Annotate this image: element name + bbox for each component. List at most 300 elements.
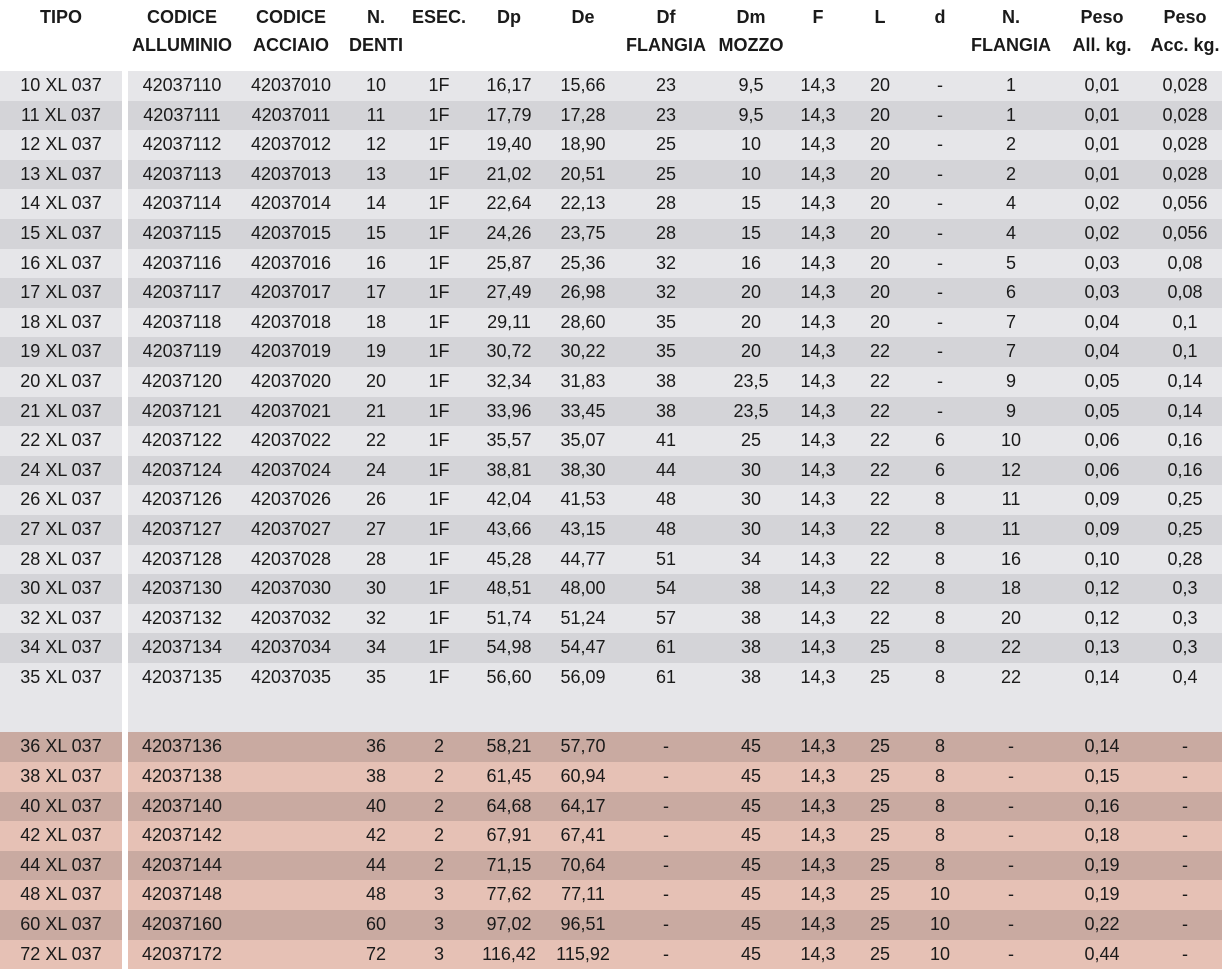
cell-l: 25 [846, 851, 914, 881]
cell-codice-acciaio [236, 851, 346, 881]
cell-peso-all: 0,14 [1056, 732, 1148, 762]
cell-tipo: 40 XL 037 [0, 792, 122, 822]
cell-n-flangia: 22 [966, 663, 1056, 693]
cell-f: 14,3 [790, 397, 846, 427]
cell-dm: 25 [712, 426, 790, 456]
cell-dm: 30 [712, 456, 790, 486]
cell-codice-acciaio: 42037013 [236, 160, 346, 190]
cell-codice-alluminio: 42037110 [128, 71, 236, 101]
cell-l: 25 [846, 792, 914, 822]
header-dp [472, 0, 546, 71]
cell-dp: 61,45 [472, 762, 546, 792]
cell-tipo: 10 XL 037 [0, 71, 122, 101]
cell-f: 14,3 [790, 910, 846, 940]
cell-esec: 2 [406, 762, 472, 792]
cell-peso-acc: 0,3 [1148, 604, 1222, 634]
cell-dm: 38 [712, 663, 790, 693]
cell-dp: 77,62 [472, 880, 546, 910]
cell-dm: 45 [712, 880, 790, 910]
cell-tipo: 60 XL 037 [0, 910, 122, 940]
cell-peso-acc: - [1148, 732, 1222, 762]
table-row [0, 792, 1222, 822]
cell-codice-acciaio: 42037020 [236, 367, 346, 397]
cell-esec: 2 [406, 792, 472, 822]
cell-peso-all: 0,02 [1056, 189, 1148, 219]
cell-tipo: 44 XL 037 [0, 851, 122, 881]
table-row [0, 456, 1222, 486]
cell-de: 30,22 [546, 337, 620, 367]
cell-l: 25 [846, 633, 914, 663]
cell-esec: 1F [406, 130, 472, 160]
cell-peso-acc: - [1148, 792, 1222, 822]
cell-f: 14,3 [790, 880, 846, 910]
table-row [0, 880, 1222, 910]
cell-dm: 45 [712, 762, 790, 792]
cell-dp: 97,02 [472, 910, 546, 940]
cell-tipo: 18 XL 037 [0, 308, 122, 338]
cell-dm: 20 [712, 308, 790, 338]
cell-de: 56,09 [546, 663, 620, 693]
cell-f: 14,3 [790, 278, 846, 308]
cell-n-flangia: - [966, 940, 1056, 969]
cell-de: 28,60 [546, 308, 620, 338]
cell-codice-acciaio: 42037018 [236, 308, 346, 338]
cell-df: 48 [620, 485, 712, 515]
cell-de: 60,94 [546, 762, 620, 792]
cell-tipo: 16 XL 037 [0, 249, 122, 279]
cell-peso-all: 0,04 [1056, 308, 1148, 338]
table-row [0, 249, 1222, 279]
cell-peso-all: 0,12 [1056, 574, 1148, 604]
cell-n-flangia: 18 [966, 574, 1056, 604]
cell-n-flangia: 2 [966, 130, 1056, 160]
cell-peso-all: 0,01 [1056, 71, 1148, 101]
cell-l: 25 [846, 732, 914, 762]
cell-d: - [914, 219, 966, 249]
cell-d: 10 [914, 880, 966, 910]
cell-dm: 30 [712, 515, 790, 545]
cell-peso-all: 0,05 [1056, 397, 1148, 427]
header-codice-acciaio-line-1: CODICE [255, 7, 326, 27]
cell-peso-all: 0,22 [1056, 910, 1148, 940]
cell-n-denti: 16 [346, 249, 406, 279]
cell-df: 48 [620, 515, 712, 545]
cell-n-flangia: 10 [966, 426, 1056, 456]
cell-dp: 51,74 [472, 604, 546, 634]
cell-d: - [914, 249, 966, 279]
cell-df: 23 [620, 101, 712, 131]
cell-n-flangia: 9 [966, 397, 1056, 427]
cell-df: 41 [620, 426, 712, 456]
table-row [0, 633, 1222, 663]
cell-f: 14,3 [790, 940, 846, 969]
cell-dp: 21,02 [472, 160, 546, 190]
cell-l: 25 [846, 910, 914, 940]
cell-dp: 64,68 [472, 792, 546, 822]
cell-dm: 23,5 [712, 367, 790, 397]
cell-codice-acciaio: 42037030 [236, 574, 346, 604]
table-row [0, 71, 1222, 101]
cell-dm: 23,5 [712, 397, 790, 427]
cell-f: 14,3 [790, 851, 846, 881]
cell-f: 14,3 [790, 130, 846, 160]
header-de [546, 0, 620, 71]
cell-peso-acc: 0,08 [1148, 249, 1222, 279]
cell-tipo: 32 XL 037 [0, 604, 122, 634]
cell-dm: 45 [712, 792, 790, 822]
cell-d: - [914, 101, 966, 131]
cell-codice-acciaio: 42037024 [236, 456, 346, 486]
cell-esec: 3 [406, 940, 472, 969]
cell-n-denti: 60 [346, 910, 406, 940]
cell-de: 77,11 [546, 880, 620, 910]
cell-df: - [620, 910, 712, 940]
cell-codice-alluminio: 42037115 [128, 219, 236, 249]
cell-n-denti: 30 [346, 574, 406, 604]
cell-codice-acciaio: 42037019 [236, 337, 346, 367]
cell-d: - [914, 71, 966, 101]
table-row [0, 851, 1222, 881]
header-n-denti-line-1: N. [367, 7, 385, 27]
cell-l: 25 [846, 880, 914, 910]
cell-df: - [620, 792, 712, 822]
cell-codice-alluminio: 42037140 [128, 792, 236, 822]
cell-codice-acciaio: 42037016 [236, 249, 346, 279]
cell-df: 57 [620, 604, 712, 634]
cell-n-denti: 19 [346, 337, 406, 367]
cell-dp: 19,40 [472, 130, 546, 160]
cell-n-flangia: 16 [966, 545, 1056, 575]
cell-l: 22 [846, 456, 914, 486]
cell-peso-all: 0,03 [1056, 249, 1148, 279]
cell-codice-alluminio: 42037114 [128, 189, 236, 219]
cell-esec: 1F [406, 249, 472, 279]
cell-codice-alluminio: 42037111 [128, 101, 236, 131]
cell-esec: 1F [406, 456, 472, 486]
cell-l: 22 [846, 545, 914, 575]
cell-peso-all: 0,01 [1056, 101, 1148, 131]
cell-codice-alluminio: 42037121 [128, 397, 236, 427]
cell-df: 51 [620, 545, 712, 575]
table-row [0, 189, 1222, 219]
cell-l: 20 [846, 219, 914, 249]
cell-peso-all: 0,01 [1056, 130, 1148, 160]
cell-df: - [620, 940, 712, 969]
cell-peso-acc: 0,1 [1148, 308, 1222, 338]
cell-n-denti: 22 [346, 426, 406, 456]
cell-n-denti: 38 [346, 762, 406, 792]
cell-n-denti: 13 [346, 160, 406, 190]
cell-codice-alluminio: 42037138 [128, 762, 236, 792]
header-df-flangia [620, 0, 712, 71]
cell-peso-acc: 0,1 [1148, 337, 1222, 367]
cell-n-flangia: 7 [966, 337, 1056, 367]
cell-peso-acc: 0,16 [1148, 456, 1222, 486]
header-dp-line-1: Dp [497, 7, 521, 27]
cell-dp: 16,17 [472, 71, 546, 101]
cell-f: 14,3 [790, 732, 846, 762]
cell-f: 14,3 [790, 792, 846, 822]
cell-de: 23,75 [546, 219, 620, 249]
header-esec [406, 0, 472, 71]
table-row [0, 604, 1222, 634]
cell-tipo: 19 XL 037 [0, 337, 122, 367]
cell-n-flangia: 4 [966, 189, 1056, 219]
cell-dp: 45,28 [472, 545, 546, 575]
cell-f: 14,3 [790, 308, 846, 338]
cell-d: 8 [914, 485, 966, 515]
cell-n-flangia: 22 [966, 633, 1056, 663]
cell-tipo: 38 XL 037 [0, 762, 122, 792]
cell-d: - [914, 160, 966, 190]
cell-f: 14,3 [790, 574, 846, 604]
cell-tipo: 34 XL 037 [0, 633, 122, 663]
header-dm-mozzo-line-1: Dm [736, 7, 766, 27]
cell-codice-acciaio: 42037028 [236, 545, 346, 575]
table-row [0, 101, 1222, 131]
header-n-flangia-line-2: FLANGIA [971, 35, 1051, 55]
cell-esec: 1F [406, 574, 472, 604]
cell-dp: 48,51 [472, 574, 546, 604]
cell-dm: 45 [712, 821, 790, 851]
cell-l: 20 [846, 130, 914, 160]
cell-dm: 38 [712, 633, 790, 663]
cell-peso-acc: 0,14 [1148, 397, 1222, 427]
cell-l: 22 [846, 574, 914, 604]
cell-codice-alluminio: 42037116 [128, 249, 236, 279]
cell-codice-alluminio: 42037120 [128, 367, 236, 397]
cell-d: 10 [914, 910, 966, 940]
cell-de: 25,36 [546, 249, 620, 279]
cell-df: - [620, 762, 712, 792]
cell-n-flangia: 2 [966, 160, 1056, 190]
cell-peso-acc: 0,028 [1148, 71, 1222, 101]
header-d-line-1: d [934, 7, 946, 27]
cell-tipo: 15 XL 037 [0, 219, 122, 249]
table-row [0, 485, 1222, 515]
cell-d: - [914, 367, 966, 397]
cell-peso-all: 0,03 [1056, 278, 1148, 308]
cell-peso-acc: 0,28 [1148, 545, 1222, 575]
cell-esec: 1F [406, 278, 472, 308]
table-row [0, 337, 1222, 367]
cell-d: 8 [914, 663, 966, 693]
cell-esec: 1F [406, 604, 472, 634]
cell-n-flangia: - [966, 851, 1056, 881]
cell-df: 35 [620, 308, 712, 338]
cell-peso-all: 0,01 [1056, 160, 1148, 190]
cell-codice-alluminio: 42037172 [128, 940, 236, 969]
cell-dp: 43,66 [472, 515, 546, 545]
cell-d: - [914, 278, 966, 308]
cell-codice-acciaio [236, 821, 346, 851]
cell-l: 22 [846, 397, 914, 427]
cell-n-denti: 34 [346, 633, 406, 663]
header-dm-mozzo [712, 0, 790, 71]
cell-codice-alluminio: 42037122 [128, 426, 236, 456]
cell-peso-acc: 0,3 [1148, 574, 1222, 604]
cell-tipo: 35 XL 037 [0, 663, 122, 693]
cell-codice-alluminio: 42037148 [128, 880, 236, 910]
cell-l: 20 [846, 101, 914, 131]
cell-n-denti: 14 [346, 189, 406, 219]
cell-dm: 20 [712, 337, 790, 367]
cell-esec: 1F [406, 189, 472, 219]
cell-df: 35 [620, 337, 712, 367]
cell-n-denti: 32 [346, 604, 406, 634]
cell-de: 54,47 [546, 633, 620, 663]
cell-peso-all: 0,14 [1056, 663, 1148, 693]
cell-n-flangia: 11 [966, 515, 1056, 545]
header-dm-mozzo-line-2: MOZZO [718, 35, 784, 55]
cell-tipo: 13 XL 037 [0, 160, 122, 190]
cell-df: 61 [620, 633, 712, 663]
cell-codice-alluminio: 42037126 [128, 485, 236, 515]
cell-peso-acc: 0,08 [1148, 278, 1222, 308]
header-peso-acc [1148, 0, 1222, 71]
cell-dp: 27,49 [472, 278, 546, 308]
cell-l: 20 [846, 71, 914, 101]
cell-peso-acc: 0,16 [1148, 426, 1222, 456]
cell-n-denti: 20 [346, 367, 406, 397]
cell-df: - [620, 732, 712, 762]
cell-f: 14,3 [790, 249, 846, 279]
cell-codice-alluminio: 42037113 [128, 160, 236, 190]
cell-f: 14,3 [790, 71, 846, 101]
cell-f: 14,3 [790, 456, 846, 486]
header-n-denti-line-2: DENTI [349, 35, 403, 55]
cell-dm: 38 [712, 574, 790, 604]
cell-df: 54 [620, 574, 712, 604]
cell-dp: 42,04 [472, 485, 546, 515]
cell-dm: 10 [712, 160, 790, 190]
cell-de: 17,28 [546, 101, 620, 131]
cell-codice-acciaio: 42037026 [236, 485, 346, 515]
cell-dp: 30,72 [472, 337, 546, 367]
header-l-line-1: L [874, 7, 886, 27]
cell-d: 8 [914, 545, 966, 575]
cell-f: 14,3 [790, 821, 846, 851]
cell-l: 25 [846, 762, 914, 792]
cell-esec: 1F [406, 545, 472, 575]
cell-df: 44 [620, 456, 712, 486]
cell-d: 8 [914, 574, 966, 604]
header-n-flangia-line-1: N. [1002, 7, 1020, 27]
cell-df: 28 [620, 219, 712, 249]
cell-peso-all: 0,05 [1056, 367, 1148, 397]
table-row [0, 821, 1222, 851]
cell-n-denti: 27 [346, 515, 406, 545]
cell-esec: 1F [406, 663, 472, 693]
cell-esec: 2 [406, 732, 472, 762]
cell-n-denti: 12 [346, 130, 406, 160]
cell-df: 28 [620, 189, 712, 219]
cell-n-flangia: 11 [966, 485, 1056, 515]
cell-d: 8 [914, 604, 966, 634]
cell-dp: 67,91 [472, 821, 546, 851]
table-row [0, 515, 1222, 545]
cell-dp: 71,15 [472, 851, 546, 881]
cell-n-flangia: 1 [966, 101, 1056, 131]
cell-esec: 3 [406, 910, 472, 940]
cell-df: 32 [620, 249, 712, 279]
cell-n-denti: 28 [346, 545, 406, 575]
cell-n-denti: 72 [346, 940, 406, 969]
cell-n-flangia: - [966, 762, 1056, 792]
cell-n-flangia: 9 [966, 367, 1056, 397]
cell-d: 8 [914, 732, 966, 762]
cell-codice-acciaio [236, 880, 346, 910]
cell-dp: 116,42 [472, 940, 546, 969]
cell-l: 22 [846, 426, 914, 456]
cell-codice-alluminio: 42037134 [128, 633, 236, 663]
cell-f: 14,3 [790, 337, 846, 367]
cell-codice-alluminio: 42037136 [128, 732, 236, 762]
header-df-flangia-line-2: FLANGIA [626, 35, 706, 55]
cell-l: 25 [846, 663, 914, 693]
cell-esec: 1F [406, 219, 472, 249]
cell-codice-acciaio: 42037027 [236, 515, 346, 545]
cell-dp: 54,98 [472, 633, 546, 663]
cell-n-flangia: 4 [966, 219, 1056, 249]
cell-dm: 34 [712, 545, 790, 575]
cell-l: 20 [846, 308, 914, 338]
cell-peso-all: 0,04 [1056, 337, 1148, 367]
cell-dp: 29,11 [472, 308, 546, 338]
cell-dp: 22,64 [472, 189, 546, 219]
cell-esec: 1F [406, 71, 472, 101]
cell-df: 38 [620, 397, 712, 427]
cell-dp: 25,87 [472, 249, 546, 279]
cell-peso-acc: - [1148, 880, 1222, 910]
cell-d: - [914, 308, 966, 338]
cell-d: - [914, 337, 966, 367]
cell-df: - [620, 821, 712, 851]
cell-dp: 35,57 [472, 426, 546, 456]
header-n-flangia [966, 0, 1056, 71]
header-n-denti [346, 0, 406, 71]
header-peso-acc-line-2: Acc. kg. [1150, 35, 1220, 55]
cell-peso-acc: 0,4 [1148, 663, 1222, 693]
cell-d: - [914, 397, 966, 427]
cell-dp: 24,26 [472, 219, 546, 249]
table-row [0, 663, 1222, 693]
cell-de: 33,45 [546, 397, 620, 427]
cell-tipo: 48 XL 037 [0, 880, 122, 910]
cell-codice-acciaio: 42037021 [236, 397, 346, 427]
cell-codice-alluminio: 42037124 [128, 456, 236, 486]
cell-de: 18,90 [546, 130, 620, 160]
cell-dm: 30 [712, 485, 790, 515]
cell-de: 20,51 [546, 160, 620, 190]
cell-l: 20 [846, 189, 914, 219]
header-df-flangia-line-1: Df [656, 7, 676, 27]
table-row [0, 219, 1222, 249]
cell-peso-acc: - [1148, 821, 1222, 851]
cell-f: 14,3 [790, 633, 846, 663]
cell-codice-acciaio: 42037014 [236, 189, 346, 219]
cell-l: 20 [846, 249, 914, 279]
cell-codice-alluminio: 42037144 [128, 851, 236, 881]
cell-de: 31,83 [546, 367, 620, 397]
section-spacer-row [0, 692, 1222, 732]
cell-tipo: 14 XL 037 [0, 189, 122, 219]
cell-dm: 10 [712, 130, 790, 160]
cell-f: 14,3 [790, 160, 846, 190]
cell-de: 41,53 [546, 485, 620, 515]
cell-de: 64,17 [546, 792, 620, 822]
cell-f: 14,3 [790, 101, 846, 131]
